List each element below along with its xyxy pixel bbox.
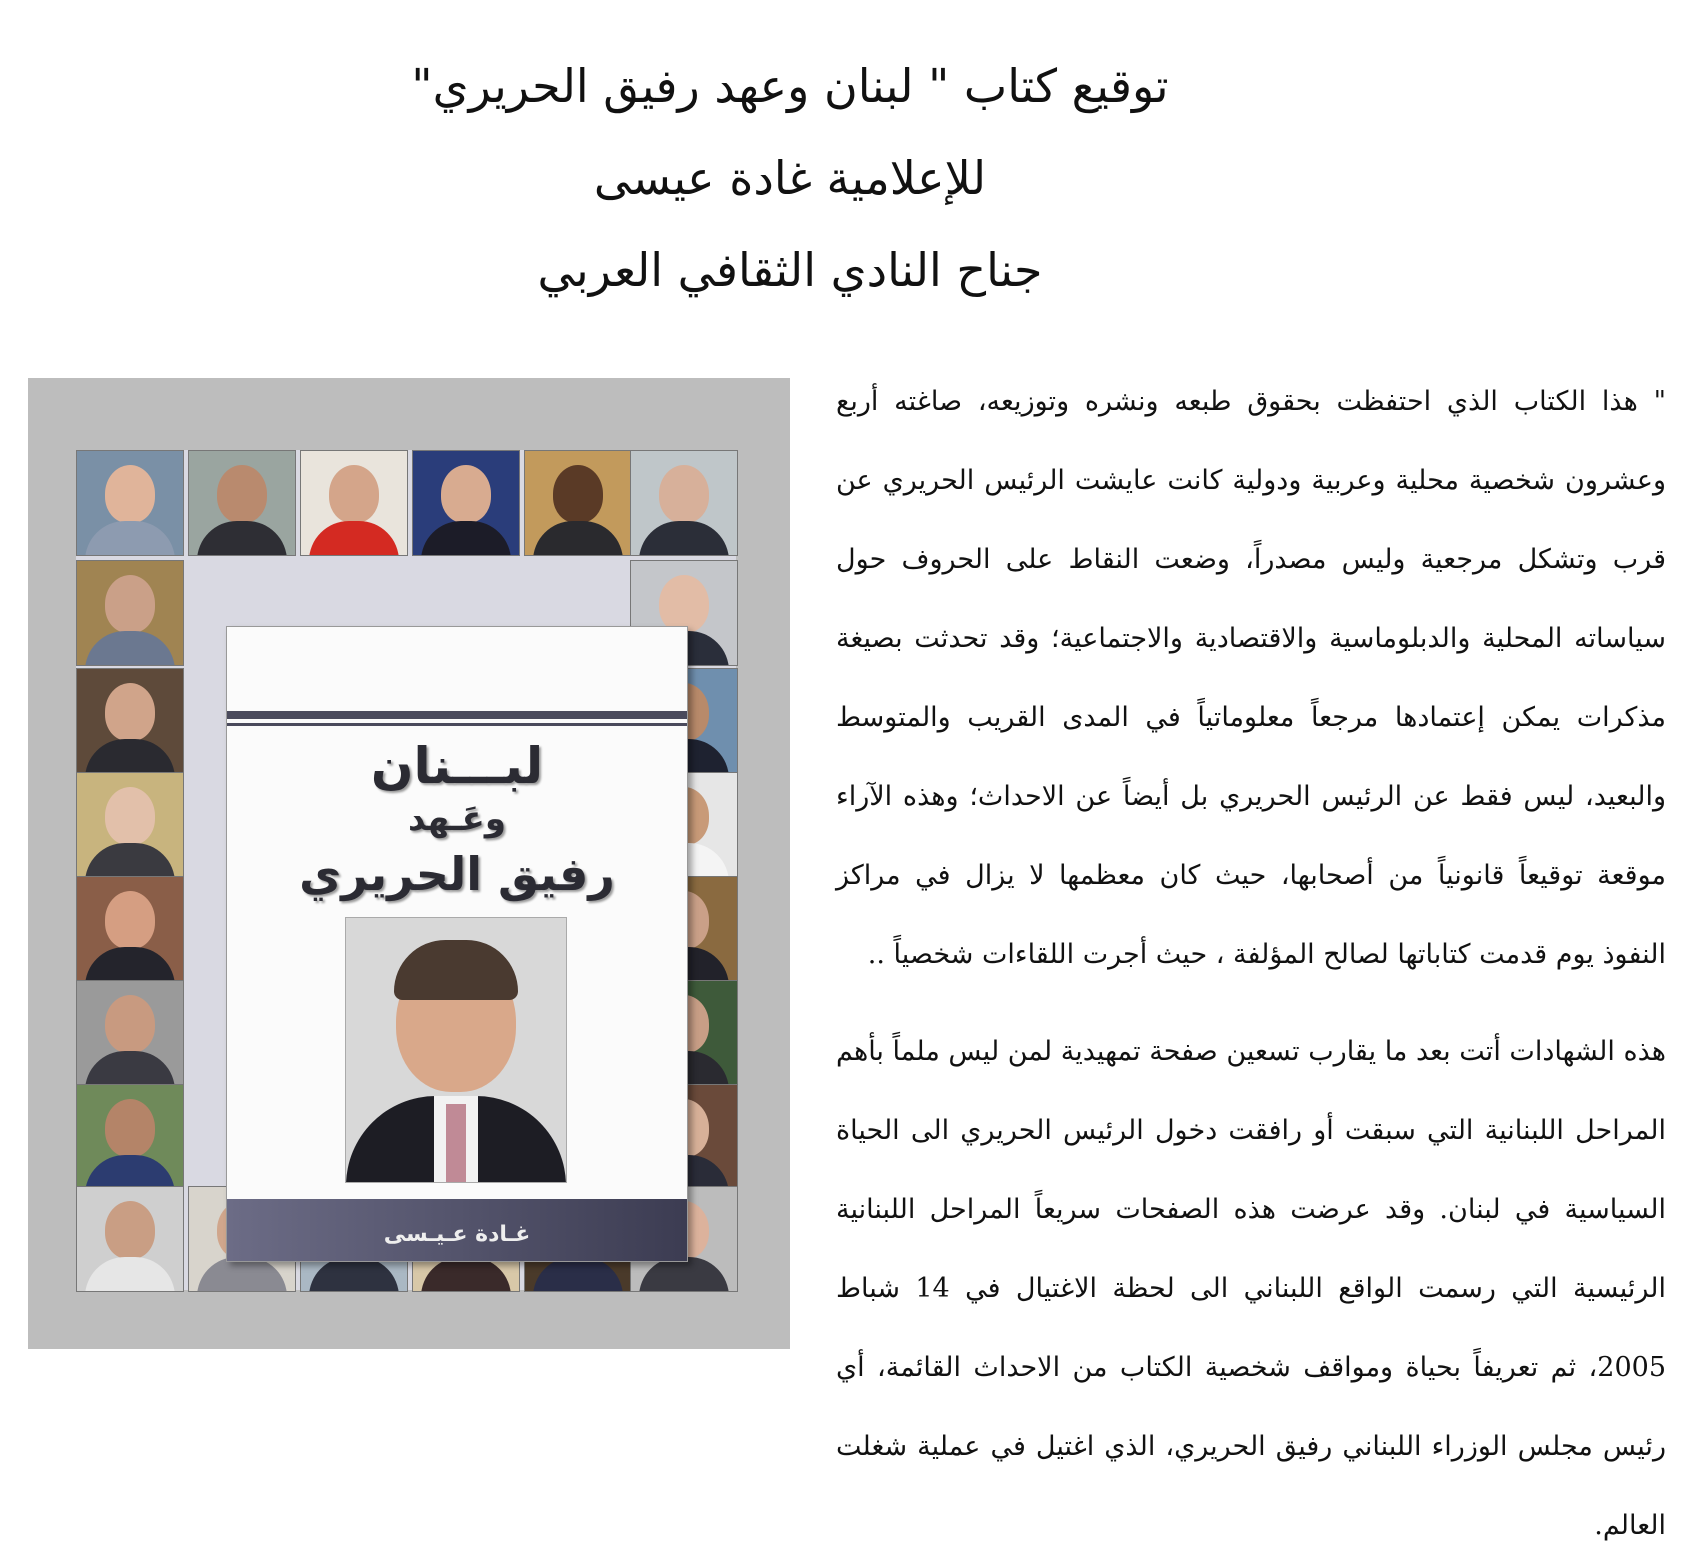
portrait-photo [76, 876, 184, 982]
cover-title-era: وعَـهد [407, 799, 507, 839]
cover-rule [227, 723, 687, 726]
portrait-collage [76, 450, 736, 1290]
book-cover-image [28, 378, 790, 1349]
portrait-photo [76, 980, 184, 1086]
cover-author: غـادة عـيـسى [383, 1222, 531, 1247]
article-paragraph: هذه الشهادات أتت بعد ما يقارب تسعين صفحة تمهيدية لمن ليس ملماً بأهم المراحل اللبنانية التي سبقت أو رافقت دخول الرئيس الحريري الى الحياة السياسية في لبنان. وقد عرضت هذه الصفحات سريعاً المراحل اللبنانية الرئيسية التي رسمت الواقع اللبناني الى لحظة الاغتيال في 14 شباط 2005، ثم تعريفاً بحياة ومواقف شخصية الكتاب من الاحداث القائمة، أي رئيس مجلس الوزراء اللبناني رفيق الحريري، الذي اغتيل في عملية شغلت العالم. [836, 1036, 1666, 1541]
cover-title-lebanon: لبـــنان [370, 737, 544, 795]
portrait-photo [188, 450, 296, 556]
cover-title-name: رفيق الحريري [299, 847, 615, 901]
portrait-photo [76, 668, 184, 774]
portrait-photo [76, 1186, 184, 1292]
headline-author: للإعلامية غادة عيسى [593, 151, 987, 205]
portrait-photo [76, 560, 184, 666]
article-paragraph: " هذا الكتاب الذي احتفظت بحقوق طبعه ونشره وتوزيعه، صاغته أربع وعشرون شخصية محلية وعربية ودولية كانت عايشت الرئيس الحريري عن قرب وتشكل مرجعية وليس مصدراً، وضعت النقاط على الحروف حول سياساته المحلية والدبلوماسية والاقتصادية والاجتماعية؛ وقد تحدثت بصيغة مذكرات يمكن إعتمادها مرجعاً معلوماتياً في المدى القريب والمتوسط والبعيد، ليس فقط عن الرئيس الحريري بل أيضاً عن الاحداث؛ وهذه الآراء موقعة توقيعاً قانونياً من أصحابها، حيث كان معظمها لا يزال في مراكز النفوذ يوم قدمت كتاباتها لصالح المؤلفة ، حيث أجرت اللقاءات شخصياً .. [836, 386, 1666, 970]
portrait-photo [524, 450, 632, 556]
portrait-photo [412, 450, 520, 556]
portrait-photo [630, 450, 738, 556]
cover-portrait [345, 917, 567, 1183]
header [300, 40, 1280, 316]
headline-book-signing: توقيع كتاب " لبنان وعهد رفيق الحريري" [411, 59, 1169, 113]
portrait-photo [76, 1084, 184, 1190]
article-body [836, 362, 1666, 1565]
portrait-photo [300, 450, 408, 556]
portrait-photo [76, 450, 184, 556]
portrait-photo [76, 772, 184, 878]
cover-rule [227, 711, 687, 719]
book-cover [226, 626, 688, 1262]
headline-venue: جناح النادي الثقافي العربي [537, 243, 1043, 297]
